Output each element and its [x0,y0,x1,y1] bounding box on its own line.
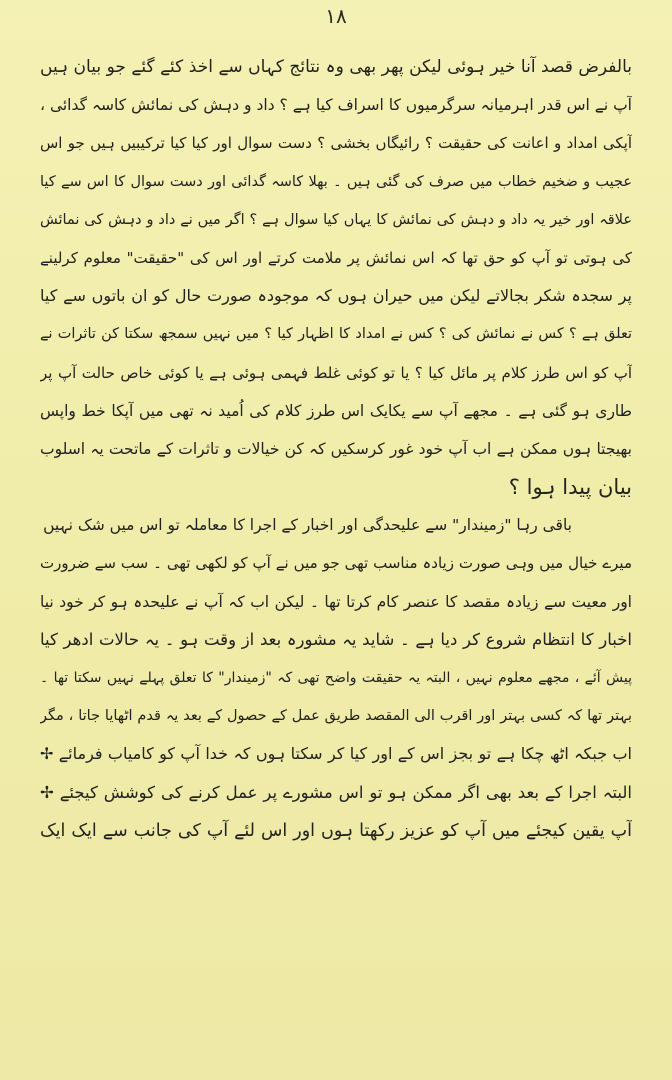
text-line: اور معیت سے زیادہ مقصد کا عنصر کام کرتا تھا ۔ لیکن اب کہ آپ نے علیحدہ ہو کر خود نیا [40,592,632,611]
text-line: آپ نے اس قدر اہرمیانہ سرگرمیوں کا اسراف کیا ہے ؟ داد و دہش کی نمائش کاسہ گدائی ، [40,96,632,115]
text-line: پیش آئے ، مجھے معلوم نہیں ، البتہ یہ حقیقت واضح تھی کہ "زمیندار" کا تعلق پہلے نہیں سکتا تھا ۔ [40,670,632,686]
text-line: باقی رہا "زمیندار" سے علیحدگی اور اخبار کے اجرا کا معاملہ تو اس میں شک نہیں [43,516,572,535]
page-number: ۱۸ [325,4,347,28]
text-line: اب جبکہ اٹھ چکا ہے تو بجز اس کے اور کیا کر سکتا ہوں کہ خدا آپ کو کامیاب فرمائے ✢ [40,744,632,764]
text-line: میرے خیال میں وہی صورت زیادہ مناسب تھی جو میں نے آپ کو لکھی تھی ۔ سب سے ضرورت [40,554,632,573]
text-line: آپ یقین کیجئے میں آپ کو عزیز رکھتا ہوں اور اس لئے آپ کی جانب سے ایک ایک [40,820,632,841]
text-line: بھیجتا ہوں ممکن ہے اب آپ خود غور کرسکیں کہ کن خیالات و تاثرات کے ماتحت یہ اسلوب [40,439,632,458]
text-line: اخبار کا انتظام شروع کر دیا ہے ۔ شاید یہ مشورہ بعد از وقت ہو ۔ یہ حالات ادھر کیا [40,629,632,649]
text-line: بیان پیدا ہوا ؟ [508,475,632,500]
text-line: کی ہوتی تو آپ کو حق تھا کہ اس نمائش پر ملامت کرتے اور اس کی "حقیقت" معلوم کرلینے [40,248,632,267]
letter-body [40,48,632,850]
text-line: آپ کو اس طرز کلام پر مائل کیا ؟ یا تو کوئی غلط فہمی ہوئی ہے یا کوئی خاص حالت آپ پر [40,363,632,382]
text-line: البتہ اجرا کے بعد بھی اگر ممکن ہو تو اس مشورے پر عمل کرنے کی کوشش کیجئے ✢ [40,782,632,802]
text-line: تعلق ہے ؟ کس نے نمائش کی ؟ کس نے امداد کا اظہار کیا ؟ میں نہیں سمجھ سکتا کن تاثرات نے [40,326,632,343]
text-line: طاری ہو گئی ہے ۔ مجھے آپ سے یکایک اس طرز کلام کی اُمید نہ تھی میں آپکا خط واپس [40,401,632,420]
text-line: علاقہ اور خیر یہ داد و دہش کی نمائش کا یہاں کیا سوال ہے ؟ اگر میں نے داد و دہش کی نمائش [40,211,632,228]
text-line: بہتر تھا کہ کسی بہتر اور اقرب الی المقصد طریق عمل کے حصول کے بعد یہ قدم اٹھایا جاتا ، مگر [40,708,632,725]
text-line: پر سجدہ شکر بجالاتے لیکن میں حیران ہوں کہ موجودہ صورت حال کو ان باتوں سے کیا [40,286,632,306]
text-line: عجیب و ضخیم خطاب میں صرف کی گئی ہیں ۔ بھلا کاسہ گدائی اور دست سوال کا اس سے کیا [40,173,632,190]
text-line: بالفرض قصد آنا خیر ہوئی لیکن پھر بھی وہ نتائج کہاں سے اخذ کئے گئے جو بیان ہیں [40,57,632,77]
text-line: آپکی امداد و اعانت کی حقیقت ؟ رائیگاں بخشی ؟ دست سوال اور کیا کیا ترکیبیں ہیں جو اس [40,134,632,153]
